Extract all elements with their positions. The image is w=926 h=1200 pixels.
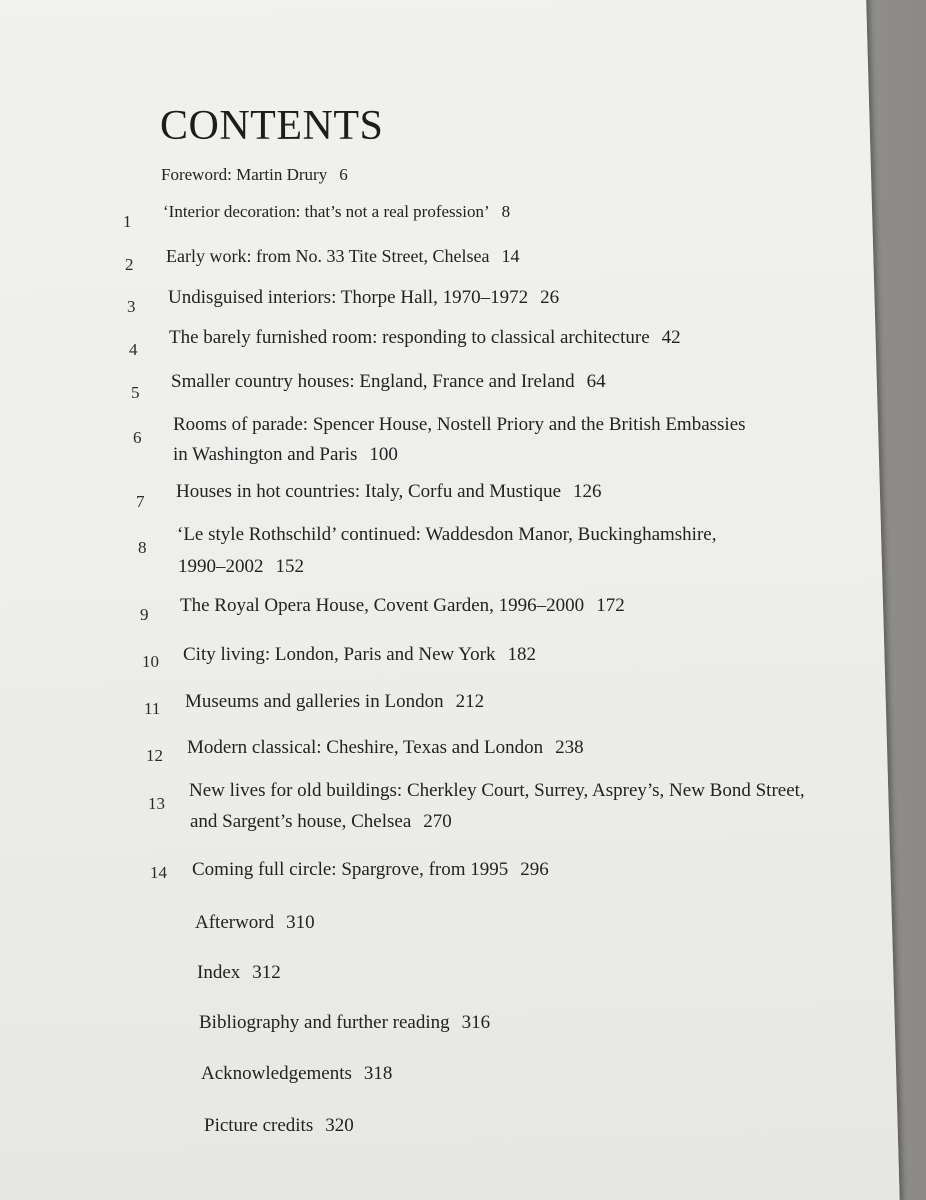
chapter-number: 6 <box>133 428 142 447</box>
chapter-entry <box>189 779 805 803</box>
entry-label: 1990–2002 <box>178 556 264 577</box>
chapter-number: 12 <box>146 746 163 765</box>
entry-label: Acknowledgements <box>201 1063 352 1084</box>
back-matter-entry-acknowledgements <box>201 1062 392 1086</box>
entry-label: Index <box>197 962 241 983</box>
entry-label: Smaller country houses: England, France and Ireland <box>171 371 575 392</box>
chapter-entry <box>166 244 519 268</box>
chapter-number: 7 <box>136 492 145 511</box>
entry-label: City living: London, Paris and New York <box>183 644 496 665</box>
entry-page-number: 42 <box>661 327 681 348</box>
chapter-number: 5 <box>131 383 140 402</box>
entry-label: Picture credits <box>204 1115 314 1136</box>
chapter-entry <box>171 370 606 394</box>
entry-label: Museums and galleries in London <box>185 691 444 712</box>
entry-page-number: 8 <box>501 202 511 221</box>
chapter-number: 10 <box>142 652 159 671</box>
chapter-entry <box>187 736 584 760</box>
page-title: CONTENTS <box>160 103 384 149</box>
chapter-number: 4 <box>129 340 138 359</box>
entry-page-number: 26 <box>540 287 560 308</box>
chapter-entry <box>169 326 681 350</box>
entry-label: Afterword <box>195 912 275 933</box>
chapter-number: 3 <box>127 297 136 316</box>
entry-page-number: 172 <box>596 595 625 616</box>
entry-label: The Royal Opera House, Covent Garden, 1996–2000 <box>180 595 585 616</box>
entry-page-number: 238 <box>555 737 584 758</box>
chapter-entry <box>163 200 510 224</box>
entry-label: Undisguised interiors: Thorpe Hall, 1970–1972 <box>168 287 529 308</box>
entry-page-number: 310 <box>286 912 315 933</box>
entry-page-number: 312 <box>252 962 281 983</box>
chapter-entry-continued <box>173 443 398 467</box>
entry-page-number: 14 <box>501 246 520 266</box>
entry-page-number: 320 <box>325 1115 354 1136</box>
back-matter-entry-afterword <box>195 911 315 935</box>
entry-label: Houses in hot countries: Italy, Corfu and Mustique <box>176 481 562 502</box>
entry-label: Coming full circle: Spargrove, from 1995 <box>192 859 509 880</box>
back-matter-entry-bibliography <box>199 1011 490 1035</box>
chapter-number: 2 <box>125 255 134 274</box>
chapter-number: 11 <box>144 699 161 718</box>
entry-page-number: 152 <box>275 556 304 577</box>
foreword-entry <box>161 163 348 187</box>
chapter-entry <box>168 286 559 310</box>
chapter-entry <box>173 413 746 437</box>
chapter-entry <box>185 690 484 714</box>
chapter-entry <box>176 480 602 504</box>
entry-page-number: 296 <box>520 859 549 880</box>
chapter-entry-continued <box>190 810 452 834</box>
chapter-entry-continued <box>178 555 304 579</box>
entry-label: Modern classical: Cheshire, Texas and London <box>187 737 544 758</box>
chapter-entry <box>180 594 625 618</box>
entry-label: Foreword: Martin Drury <box>161 165 328 184</box>
chapter-number: 1 <box>123 212 132 231</box>
entry-page-number: 64 <box>586 371 606 392</box>
entry-page-number: 316 <box>461 1012 491 1033</box>
entry-label: New lives for old buildings: Cherkley Court, Surrey, Asprey’s, New Bond Street, <box>189 780 805 801</box>
back-matter-entry-picture-credits <box>204 1114 354 1138</box>
chapter-number: 14 <box>150 863 167 882</box>
chapter-number: 9 <box>140 605 149 624</box>
entry-page-number: 212 <box>455 691 485 712</box>
entry-label: Early work: from No. 33 Tite Street, Chelsea <box>166 246 490 266</box>
chapter-entry <box>177 523 716 547</box>
chapter-entry <box>183 643 536 667</box>
chapter-entry <box>192 858 549 882</box>
entry-page-number: 318 <box>363 1063 393 1084</box>
entry-label: Bibliography and further reading <box>199 1012 450 1033</box>
entry-label: The barely furnished room: responding to classical architecture <box>169 327 650 348</box>
chapter-number: 13 <box>148 794 165 813</box>
entry-label: and Sargent’s house, Chelsea <box>190 811 412 832</box>
entry-page-number: 100 <box>369 444 398 465</box>
back-matter-entry-index <box>197 961 281 985</box>
entry-page-number: 126 <box>573 481 602 502</box>
entry-label: ‘Le style Rothschild’ continued: Waddesdon Manor, Buckinghamshire, <box>177 524 717 545</box>
entry-label: ‘Interior decoration: that’s not a real profession’ <box>163 202 490 221</box>
entry-page-number: 6 <box>339 165 348 184</box>
entry-page-number: 182 <box>507 644 536 665</box>
chapter-number: 8 <box>138 538 147 557</box>
entry-page-number: 270 <box>423 811 452 832</box>
entry-label: Rooms of parade: Spencer House, Nostell Priory and the British Embassies <box>173 414 746 435</box>
entry-label: in Washington and Paris <box>173 444 358 465</box>
